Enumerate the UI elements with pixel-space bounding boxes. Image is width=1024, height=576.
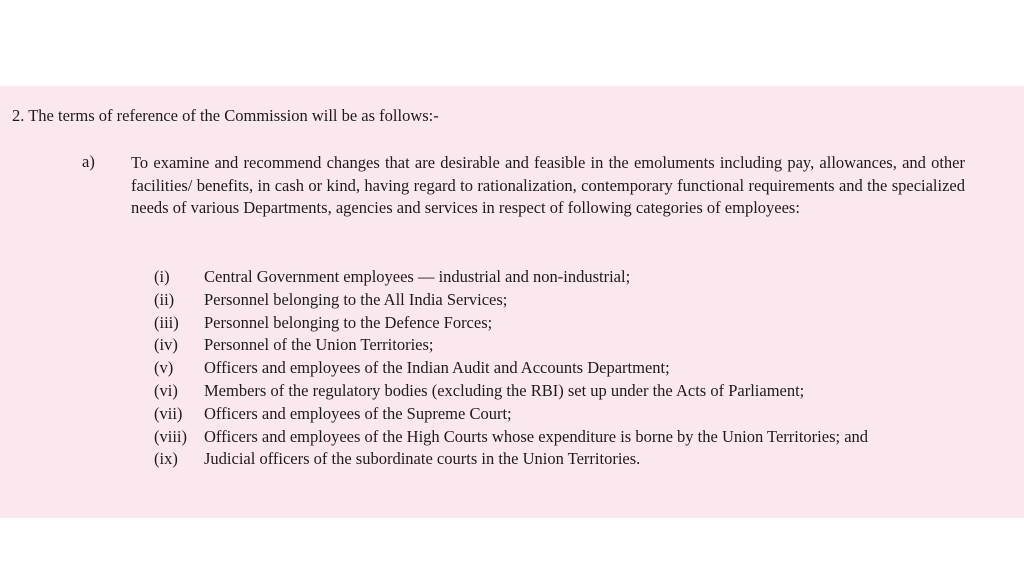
list-item-text: Personnel belonging to the Defence Forces; [204, 312, 493, 332]
list-item-number: (viii) [154, 426, 187, 446]
list-item-number: (ix) [154, 449, 178, 469]
list-item-text: Personnel of the Union Territories; [204, 335, 434, 355]
list-item-number: (i) [154, 267, 170, 286]
list-item-text: Judicial officers of the subordinate courts in the Union Territories. [204, 449, 641, 469]
list-item-text: Personnel belonging to the All India Services; [204, 289, 508, 309]
list-item [154, 448, 974, 471]
item-a-text: To examine and recommend changes that are desirable and feasible in the emoluments including pay, allowances, and other facilities/ benefits, in cash or kind, having regard to rationalization, contemporary functional requirements and the specialized needs of various Departments, agencies and services in respect of following categories of employees: [131, 153, 965, 217]
list-item [154, 312, 974, 335]
list-item [154, 266, 974, 289]
list-item [154, 289, 974, 312]
list-item [154, 403, 974, 426]
list-item-text: Members of the regulatory bodies (excluding the RBI) set up under the Acts of Parliament; [204, 380, 805, 400]
list-item-text: Central Government employees — industrial and non-industrial; [204, 267, 631, 286]
list-item-text: Officers and employees of the Supreme Court; [204, 403, 512, 423]
list-item-number: (vii) [154, 403, 183, 423]
list-item-number: (ii) [154, 289, 175, 309]
list-item-number: (iii) [154, 312, 179, 332]
list-item-number: (vi) [154, 380, 178, 400]
list-item [154, 334, 974, 357]
list-item [154, 426, 974, 449]
list-item-text: Officers and employees of the Indian Audit and Accounts Department; [204, 358, 670, 378]
list-item-number: (iv) [154, 335, 178, 355]
list-item-text: Officers and employees of the High Courts whose expenditure is borne by the Union Territories; and [204, 426, 869, 446]
item-a-marker: a) [82, 152, 95, 171]
list-item-number: (v) [154, 358, 174, 378]
list-item [154, 357, 974, 380]
section-heading: 2. The terms of reference of the Commission will be as follows:- [12, 106, 439, 125]
list-item [154, 380, 974, 403]
employee-categories-list [154, 266, 974, 471]
